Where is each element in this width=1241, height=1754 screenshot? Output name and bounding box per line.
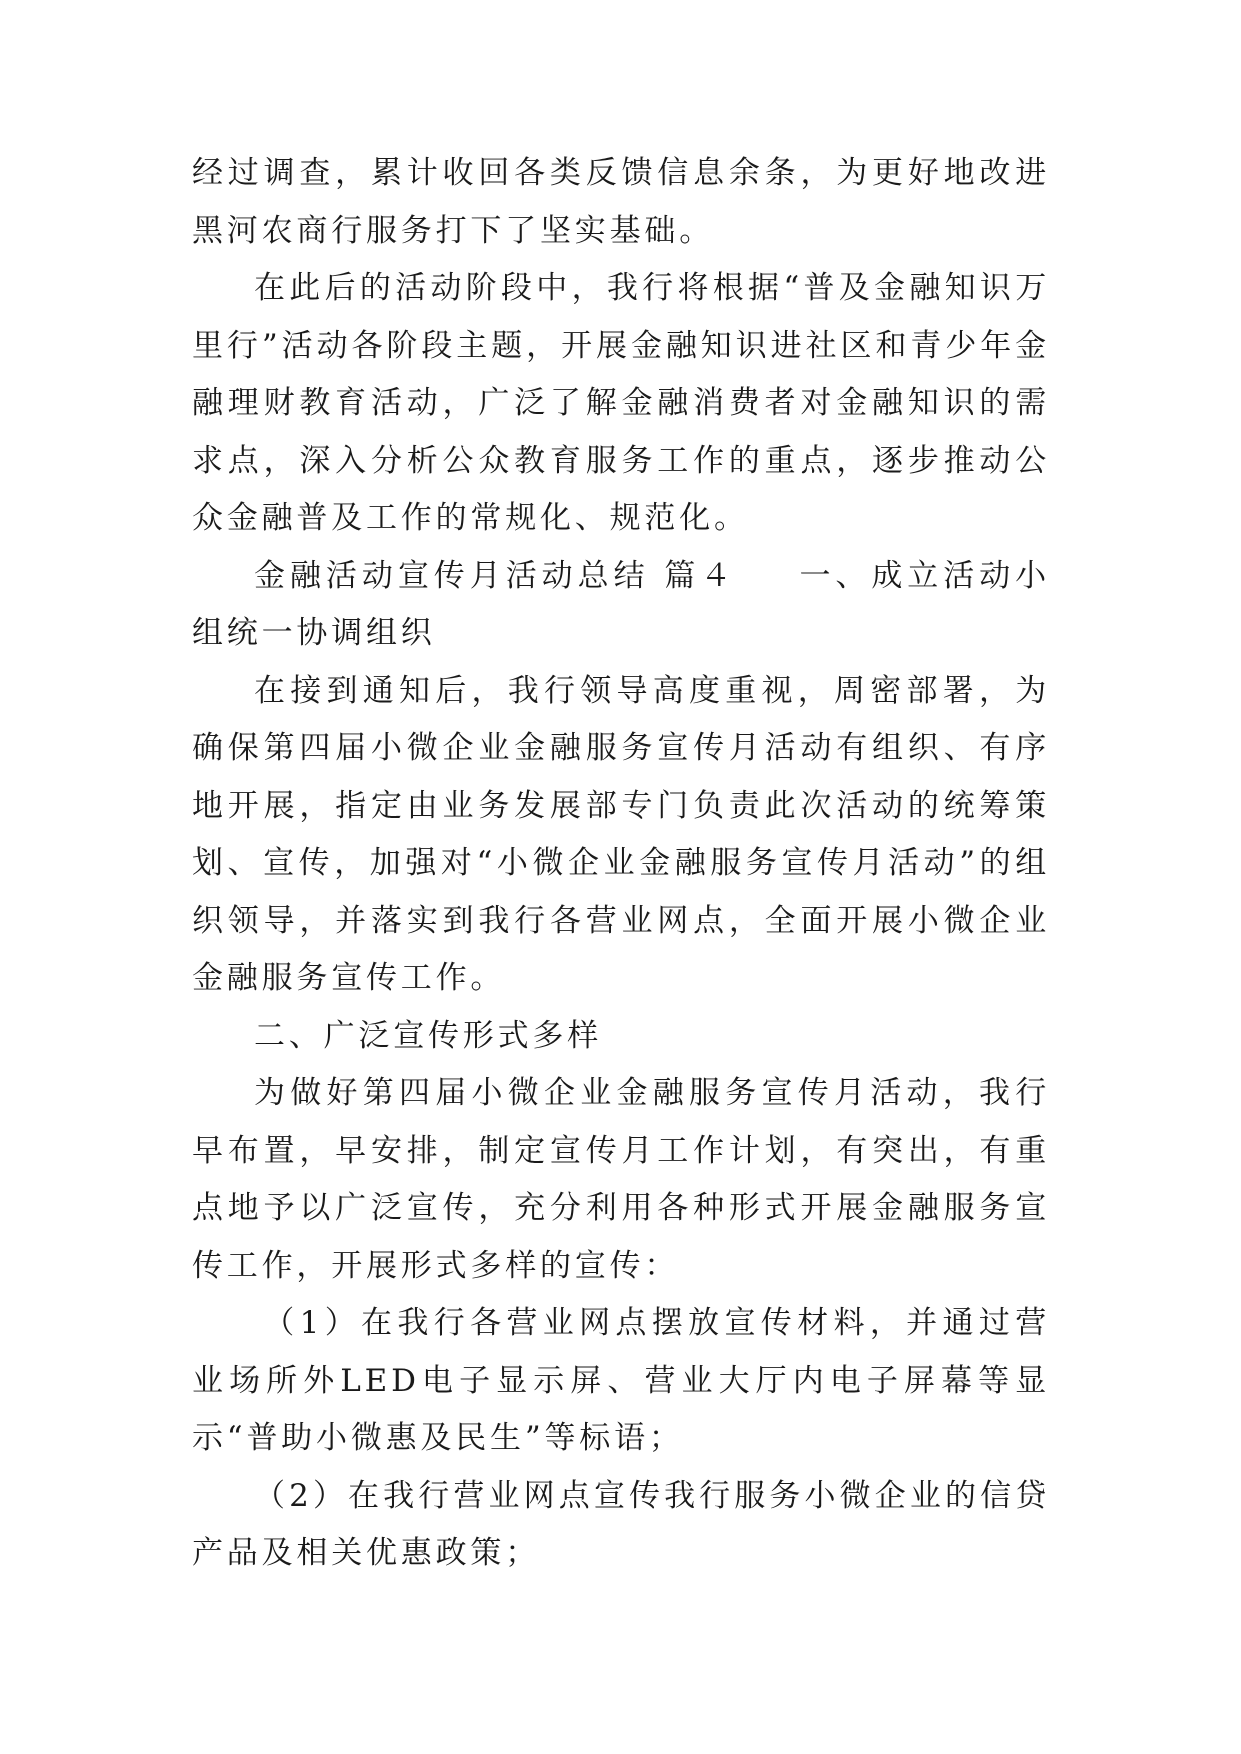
subheading-publicity: 二、广泛宣传形式多样 bbox=[254, 1017, 602, 1054]
list-item-1: （1）在我行各营业网点摆放宣传材料，并通过营业场所外LED电子显示屏、营业大厅内电子屏幕等显示“普助小微惠及民生”等标语； bbox=[192, 1305, 1050, 1456]
paragraph-organization: 在接到通知后，我行领导高度重视，周密部署，为确保第四届小微企业金融服务宣传月活动有组织、有序地开展，指定由业务发展部专门负责此次活动的统筹策划、宣传，加强对“小微企业金融服务宣传月活动”的组织领导，并落实到我行各营业网点，全面开展小微企业金融服务宣传工作。 bbox=[192, 672, 1050, 996]
section-subheading: 一、成立活动小组统一协调组织 bbox=[192, 557, 1050, 651]
list-item-2: （2）在我行营业网点宣传我行服务小微企业的信贷产品及相关优惠政策； bbox=[192, 1477, 1050, 1571]
section-title: 金融活动宣传月活动总结 bbox=[254, 557, 650, 594]
section-heading bbox=[192, 548, 1050, 663]
paragraph-survey-result: 经过调查，累计收回各类反馈信息余条，为更好地改进黑河农商行服务打下了坚实基础。 bbox=[192, 155, 1050, 249]
document-body bbox=[192, 145, 1050, 1583]
section-label: 篇４ bbox=[664, 557, 737, 594]
paragraph-publicity: 为做好第四届小微企业金融服务宣传月活动，我行早布置，早安排，制定宣传月工作计划，有突出，有重点地予以广泛宣传，充分利用各种形式开展金融服务宣传工作，开展形式多样的宣传： bbox=[192, 1075, 1050, 1284]
paragraph-future-plan: 在此后的活动阶段中，我行将根据“普及金融知识万里行”活动各阶段主题，开展金融知识进社区和青少年金融理财教育活动，广泛了解金融消费者对金融知识的需求点，深入分析公众教育服务工作的重点，逐步推动公众金融普及工作的常规化、规范化。 bbox=[192, 270, 1050, 536]
